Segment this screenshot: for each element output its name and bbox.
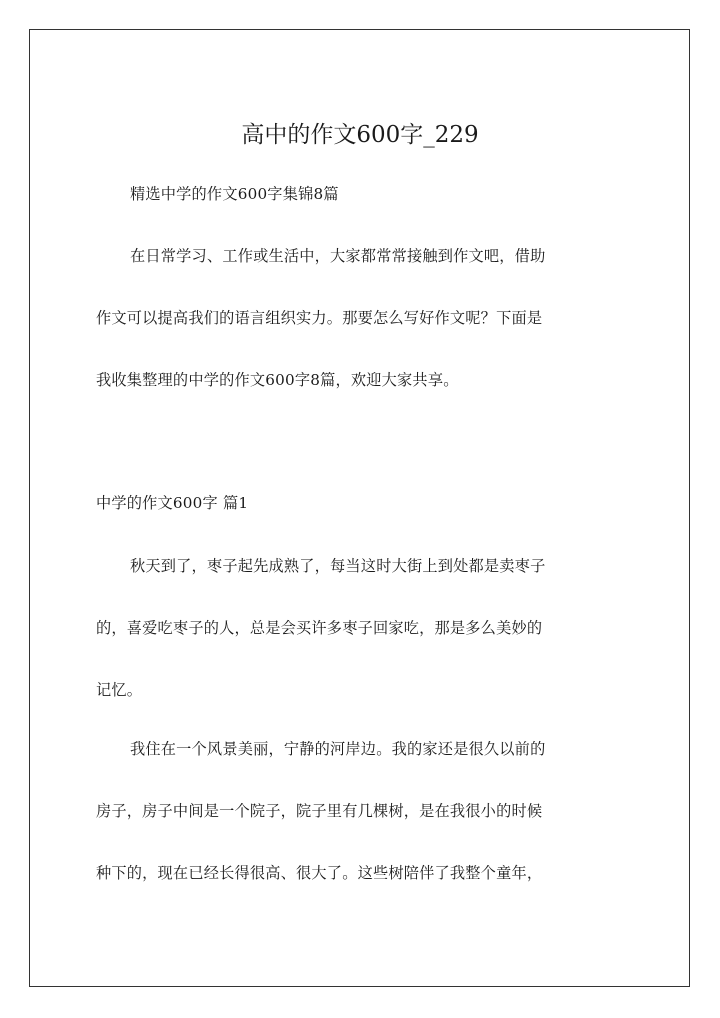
body-line-5: 房子，房子中间是一个院子，院子里有几棵树，是在我很小的时候 — [96, 802, 543, 820]
intro-line-1: 在日常学习、工作或生活中，大家都常常接触到作文吧，借助 — [130, 247, 546, 265]
body-line-1: 秋天到了，枣子起先成熟了，每当这时大街上到处都是卖枣子 — [130, 557, 546, 575]
body-line-3: 记忆。 — [96, 681, 143, 699]
body-line-4: 我住在一个风景美丽，宁静的河岸边。我的家还是很久以前的 — [130, 740, 546, 758]
section-heading: 中学的作文600字 篇1 — [96, 494, 249, 512]
document-subtitle: 精选中学的作文600字集锦8篇 — [130, 185, 339, 203]
intro-line-3: 我收集整理的中学的作文600字8篇，欢迎大家共享。 — [96, 371, 459, 389]
document-title: 高中的作文600字_229 — [241, 122, 479, 148]
body-line-6: 种下的，现在已经长得很高、很大了。这些树陪伴了我整个童年， — [96, 864, 543, 882]
intro-line-2: 作文可以提高我们的语言组织实力。那要怎么写好作文呢？下面是 — [96, 309, 543, 327]
body-line-2: 的，喜爱吃枣子的人，总是会买许多枣子回家吃，那是多么美妙的 — [96, 619, 543, 637]
